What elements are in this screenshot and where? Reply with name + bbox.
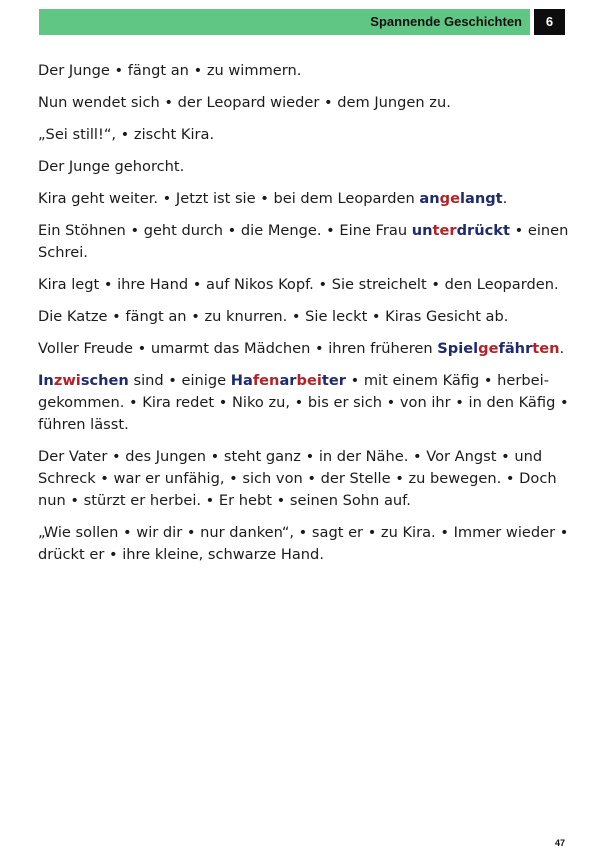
story-paragraph (38, 370, 578, 436)
syllable-highlight: ter (432, 222, 457, 239)
text-segment: „Sei still!“, • zischt Kira. (38, 126, 215, 143)
syllable-highlight: ar (279, 372, 297, 389)
syllable-highlight: schen (80, 372, 129, 389)
text-segment: Der Junge gehorcht. (38, 158, 185, 175)
header-title: Spannende Geschichten (370, 14, 522, 29)
syllable-highlight: langt (459, 190, 503, 207)
chapter-number: 6 (534, 9, 565, 35)
syllable-highlight: ter (321, 372, 346, 389)
syllable-highlight: zwi (53, 372, 81, 389)
syllable-highlight: an (419, 190, 440, 207)
story-paragraph (38, 124, 578, 146)
text-segment: Nun wendet sich • der Leopard wieder • dem Jungen zu. (38, 94, 451, 111)
text-segment: Voller Freude • umarmt das Mädchen • ihren früheren (38, 340, 438, 357)
story-text (38, 60, 578, 576)
text-segment: • einen Schrei. (38, 222, 569, 261)
syllable-highlight: ge (439, 190, 460, 207)
chapter-header-bar (39, 9, 530, 35)
text-segment: Kira geht weiter. • Jetzt ist sie • bei dem Leoparden (38, 190, 420, 207)
syllable-highlight: fähr (498, 340, 533, 357)
story-paragraph (38, 522, 578, 566)
syllable-highlight: bei (296, 372, 322, 389)
syllable-highlight: In (38, 372, 54, 389)
syllable-highlight: un (411, 222, 433, 239)
text-segment: Der Vater • des Jungen • steht ganz • in der Nähe. • Vor Angst • und Schreck • war er unfähig, • sich von • der Stelle • zu bewegen. • Doch nun • stürzt er herbei. • Er hebt • seinen Sohn auf. (38, 448, 557, 509)
story-paragraph (38, 92, 578, 114)
text-segment: Kira legt • ihre Hand • auf Nikos Kopf. • Sie streichelt • den Leoparden. (38, 276, 559, 293)
story-paragraph (38, 156, 578, 178)
text-segment: . (559, 340, 565, 357)
syllable-highlight: drückt (456, 222, 510, 239)
story-paragraph (38, 60, 578, 82)
story-paragraph (38, 446, 578, 512)
story-paragraph (38, 306, 578, 328)
text-segment: Die Katze • fängt an • zu knurren. • Sie leckt • Kiras Gesicht ab. (38, 308, 509, 325)
text-segment: sind • einige (128, 372, 231, 389)
syllable-highlight: Spiel (437, 340, 479, 357)
text-segment: Der Junge • fängt an • zu wimmern. (38, 62, 302, 79)
story-paragraph (38, 188, 578, 210)
story-paragraph (38, 338, 578, 360)
syllable-highlight: ten (532, 340, 560, 357)
text-segment: • mit einem Käfig • herbei-gekommen. • Kira redet • Niko zu, • bis er sich • von ihr • in den Käfig • führen lässt. (38, 372, 569, 433)
syllable-highlight: Ha (230, 372, 253, 389)
story-paragraph (38, 220, 578, 264)
text-segment: „Wie sollen • wir dir • nur danken“, • sagt er • zu Kira. • Immer wieder • drückt er • ihre kleine, schwarze Hand. (38, 524, 569, 563)
story-paragraph (38, 274, 578, 296)
text-segment: . (502, 190, 508, 207)
syllable-highlight: ge (478, 340, 499, 357)
syllable-highlight: fen (252, 372, 280, 389)
page-number: 47 (554, 838, 565, 848)
text-segment: Ein Stöhnen • geht durch • die Menge. • Eine Frau (38, 222, 412, 239)
